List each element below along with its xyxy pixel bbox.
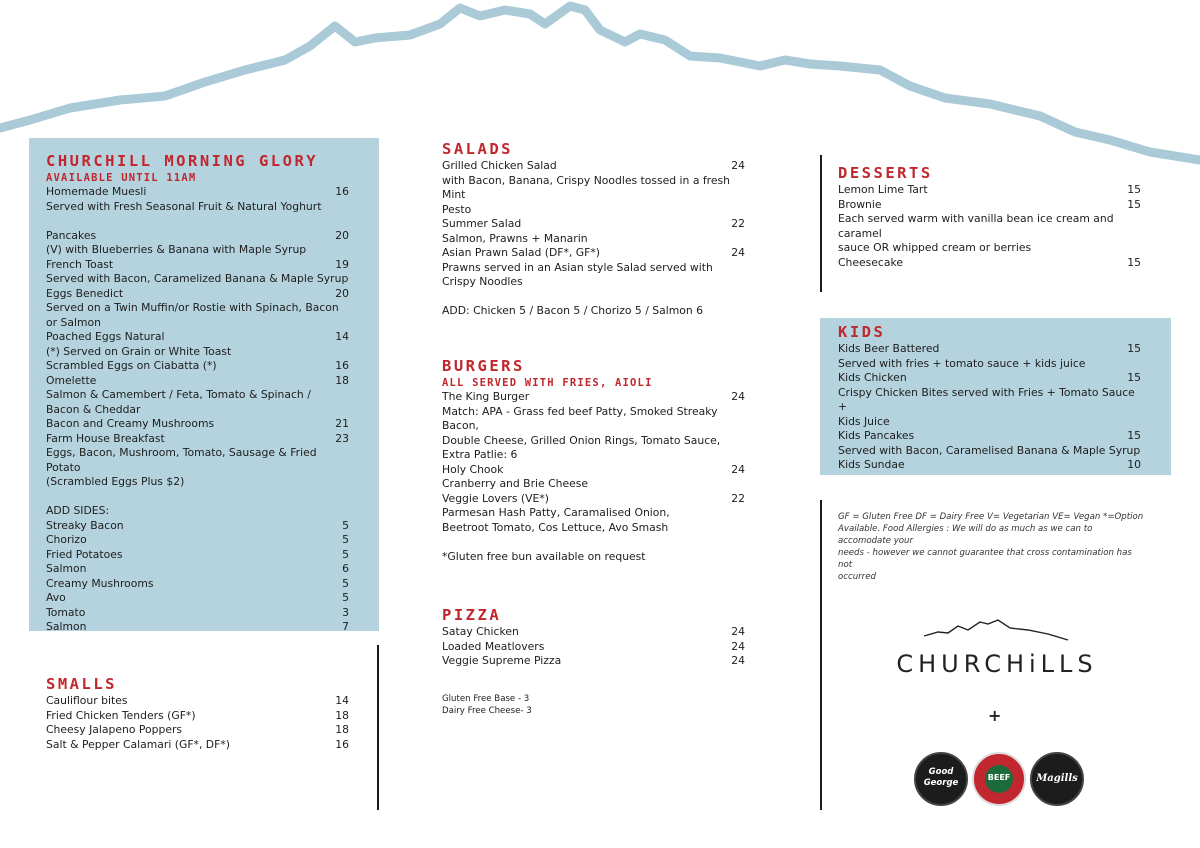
item-price: 18 [335, 723, 349, 736]
item-price: 22 [731, 491, 745, 505]
menu-item [46, 287, 349, 302]
menu-item [46, 432, 349, 447]
legend-line: occurred [838, 572, 876, 582]
item-price: 24 [731, 390, 745, 403]
item-price: 18 [335, 373, 349, 387]
partner-badges [914, 752, 1084, 808]
item-price: 24 [731, 462, 745, 476]
item-name: Summer Salad [442, 217, 522, 230]
item-description: Crispy Chicken Bites served with Fries + Tomato Sauce + [838, 385, 1135, 413]
item-name: Brownie [838, 197, 882, 211]
item-name: Chorizo [46, 533, 87, 546]
item-price: 14 [335, 694, 349, 707]
item-description: Salmon, Prawns + Manarin [442, 231, 588, 245]
item-price: 24 [731, 625, 745, 638]
morning-glory-section [46, 152, 349, 635]
section-title-kids: KIDS [838, 323, 886, 341]
menu-item [838, 371, 1141, 386]
item-name: Creamy Mushrooms [46, 576, 154, 590]
menu-item [442, 463, 745, 478]
item-name: Holy Chook [442, 462, 504, 476]
pizza-note: Dairy Free Cheese- 3 [442, 705, 532, 716]
side-item [46, 577, 349, 592]
item-name: Salmon [46, 562, 87, 575]
item-price: 5 [342, 576, 349, 590]
item-name: Asian Prawn Salad (DF*, GF*) [442, 246, 600, 259]
section-subtitle: AVAILABLE UNTIL 11AM [46, 172, 197, 184]
item-price: 15 [1127, 197, 1141, 211]
item-price: 23 [335, 431, 349, 445]
item-price: 5 [342, 591, 349, 604]
item-description: Cranberry and Brie Cheese [442, 477, 589, 490]
item-name: Cheesecake [838, 255, 903, 269]
menu-item [46, 229, 349, 244]
divider-line [820, 155, 822, 292]
item-name: Homemade Muesli [46, 185, 147, 198]
item-description: (Scrambled Eggs Plus $2) [46, 475, 185, 488]
item-price: 18 [335, 708, 349, 722]
item-description: Eggs, Bacon, Mushroom, Tomato, Sausage & Fried Potato [46, 446, 317, 474]
mountain-logo-icon [888, 616, 1106, 644]
menu-item [46, 417, 349, 432]
item-name: Farm House Breakfast [46, 431, 165, 445]
item-description: with Bacon, Banana, Crispy Noodles tossed in a fresh Mint [442, 173, 730, 201]
item-price: 14 [335, 330, 349, 343]
section-title-smalls: SMALLS [46, 675, 117, 693]
burgers-section [442, 357, 745, 564]
item-price: 16 [335, 185, 349, 198]
menu-item [46, 359, 349, 374]
side-item [46, 533, 349, 548]
item-name: Fried Chicken Tenders (GF*) [46, 708, 196, 722]
badge-text: BEEF [987, 773, 1011, 782]
kids-section [838, 323, 1141, 473]
item-description: Served with fries + tomato sauce + kids juice [838, 356, 1086, 370]
legend-line: GF = Gluten Free DF = Dairy Free V= Vegetarian VE= Vegan *=Option [838, 512, 1144, 522]
item-price: 20 [335, 228, 349, 242]
item-description: (V) with Blueberries & Banana with Maple Syrup [46, 243, 307, 256]
item-price: 16 [335, 737, 349, 751]
menu-item [46, 694, 349, 709]
item-description: Extra Patlie: 6 [442, 448, 518, 461]
item-price: 24 [731, 639, 745, 653]
item-description: Salmon & Camembert / Feta, Tomato & Spinach / [46, 388, 311, 401]
item-description: (*) Served on Grain or White Toast [46, 344, 232, 358]
legend-line: needs - however we cannot guarantee that cross contamination has not [838, 548, 1132, 570]
good-george-logo [914, 752, 968, 806]
badge-text: Magills [1036, 773, 1078, 784]
side-item [46, 606, 349, 621]
side-item [46, 519, 349, 534]
badge-text: Good George [923, 767, 959, 788]
item-description: Served with Fresh Seasonal Fruit & Natural Yoghurt [46, 199, 322, 213]
item-price: 7 [342, 620, 349, 633]
item-price: 21 [335, 417, 349, 430]
item-description: sauce OR whipped cream or berries [838, 241, 1032, 254]
item-name: French Toast [46, 257, 114, 271]
side-item [46, 548, 349, 563]
section-title-desserts: DESSERTS [838, 164, 933, 182]
item-description: Double Cheese, Grilled Onion Rings, Tomato Sauce, [442, 433, 721, 447]
item-name: Eggs Benedict [46, 286, 124, 300]
menu-item [838, 183, 1141, 198]
item-name: Streaky Bacon [46, 518, 124, 532]
item-name: The King Burger [442, 390, 530, 403]
item-description: Served with Bacon, Caramelized Banana & Maple Syrup [46, 272, 349, 285]
menu-item [46, 185, 349, 200]
side-item [46, 562, 349, 577]
item-name: Veggie Supreme Pizza [442, 654, 562, 667]
item-description: Served with Bacon, Caramelised Banana & Maple Syrup [838, 443, 1141, 457]
menu-item [442, 217, 745, 232]
item-description: Beetroot Tomato, Cos Lettuce, Avo Smash [442, 520, 669, 534]
item-name: Cauliflour bites [46, 694, 128, 707]
item-price: 15 [1127, 342, 1141, 355]
menu-item [442, 492, 745, 507]
divider-line [377, 645, 379, 810]
item-description: Served on a Twin Muffin/or Rostie with Spinach, Bacon [46, 301, 339, 314]
item-price: 15 [1127, 255, 1141, 269]
item-name: Scrambled Eggs on Ciabatta (*) [46, 359, 217, 372]
item-name: Bacon and Creamy Mushrooms [46, 417, 215, 430]
menu-item [838, 256, 1141, 271]
pizza-note: Gluten Free Base - 3 [442, 693, 530, 704]
item-name: Cheesy Jalapeno Poppers [46, 723, 183, 736]
item-description: Match: APA - Grass fed beef Patty, Smoked Streaky Bacon, [442, 404, 718, 432]
item-name: Fried Potatoes [46, 547, 123, 561]
item-name: Satay Chicken [442, 625, 519, 638]
menu-item [838, 198, 1141, 213]
menu-item [46, 374, 349, 389]
gluten-free-note: *Gluten free bun available on request [442, 549, 646, 563]
item-description: Prawns served in an Asian style Salad served with [442, 260, 713, 274]
item-description: or Salmon [46, 315, 101, 329]
item-price: 22 [731, 217, 745, 230]
item-name: Kids Chicken [838, 371, 907, 384]
menu-item [838, 429, 1141, 444]
item-price: 5 [342, 518, 349, 532]
item-price: 15 [1127, 429, 1141, 442]
item-price: 3 [342, 605, 349, 619]
item-price: 20 [335, 286, 349, 300]
menu-item [442, 246, 745, 261]
plus-sign: + [988, 706, 1002, 725]
legend-line: Available. Food Allergies : We will do as much as we can to accomodate your [838, 524, 1093, 546]
logo-wordmark: CHURCHiLLS [896, 650, 1098, 678]
item-price: 19 [335, 257, 349, 271]
menu-item [838, 342, 1141, 357]
item-price: 24 [731, 654, 745, 667]
menu-item [46, 738, 349, 753]
item-name: Kids Pancakes [838, 429, 915, 442]
menu-item [46, 258, 349, 273]
side-item [46, 620, 349, 635]
menu-item [838, 458, 1141, 473]
item-name: Grilled Chicken Salad [442, 159, 557, 172]
dietary-legend [838, 511, 1148, 583]
item-name: Lemon Lime Tart [838, 183, 928, 196]
menu-item [442, 625, 745, 640]
item-price: 6 [342, 562, 349, 575]
item-name: Tomato [46, 605, 86, 619]
pizza-section [442, 606, 745, 717]
item-price: 5 [342, 533, 349, 546]
item-description: Bacon & Cheddar [46, 402, 141, 416]
item-price: 24 [731, 246, 745, 259]
item-description: Each served warm with vanilla bean ice cream and caramel [838, 212, 1114, 240]
item-name: Salmon [46, 620, 87, 633]
side-item [46, 591, 349, 606]
menu-item [442, 654, 745, 669]
item-description: Parmesan Hash Patty, Caramalised Onion, [442, 506, 670, 519]
item-price: 24 [731, 159, 745, 172]
item-name: Poached Eggs Natural [46, 330, 165, 343]
menu-item [442, 390, 745, 405]
item-price: 10 [1127, 458, 1141, 471]
section-title-morning-glory: CHURCHILL MORNING GLORY [46, 152, 319, 170]
menu-item [46, 330, 349, 345]
section-title-burgers: BURGERS [442, 357, 525, 375]
item-name: Salt & Pepper Calamari (GF*, DF*) [46, 737, 230, 751]
item-name: Avo [46, 591, 66, 604]
item-name: Loaded Meatlovers [442, 639, 545, 653]
salads-section [442, 140, 745, 319]
magills-logo [1030, 752, 1084, 806]
item-description: Crispy Noodles [442, 275, 523, 288]
section-subtitle: ALL SERVED WITH FRIES, AIOLI [442, 377, 653, 389]
item-price: 15 [1127, 371, 1141, 384]
item-price: 15 [1127, 183, 1141, 196]
menu-item [442, 640, 745, 655]
item-name: Pancakes [46, 228, 97, 242]
item-price: 16 [335, 359, 349, 372]
smalls-section [46, 675, 349, 752]
item-description: Kids Juice [838, 414, 890, 428]
item-name: Veggie Lovers (VE*) [442, 491, 549, 505]
divider-line [820, 500, 822, 810]
menu-item [46, 723, 349, 738]
menu-item [442, 159, 745, 174]
sides-title: ADD SIDES: [46, 504, 110, 517]
desserts-section [838, 164, 1141, 270]
item-name: Omelette [46, 373, 97, 387]
menu-item [46, 709, 349, 724]
item-name: Kids Sundae [838, 458, 905, 471]
beef-logo [972, 752, 1026, 806]
item-price: 5 [342, 547, 349, 561]
salad-addons: ADD: Chicken 5 / Bacon 5 / Chorizo 5 / Salmon 6 [442, 304, 704, 317]
item-description: Pesto [442, 202, 472, 216]
section-title-salads: SALADS [442, 140, 513, 158]
churchills-logo [888, 616, 1106, 678]
item-name: Kids Beer Battered [838, 342, 940, 355]
section-title-pizza: PIZZA [442, 606, 502, 624]
